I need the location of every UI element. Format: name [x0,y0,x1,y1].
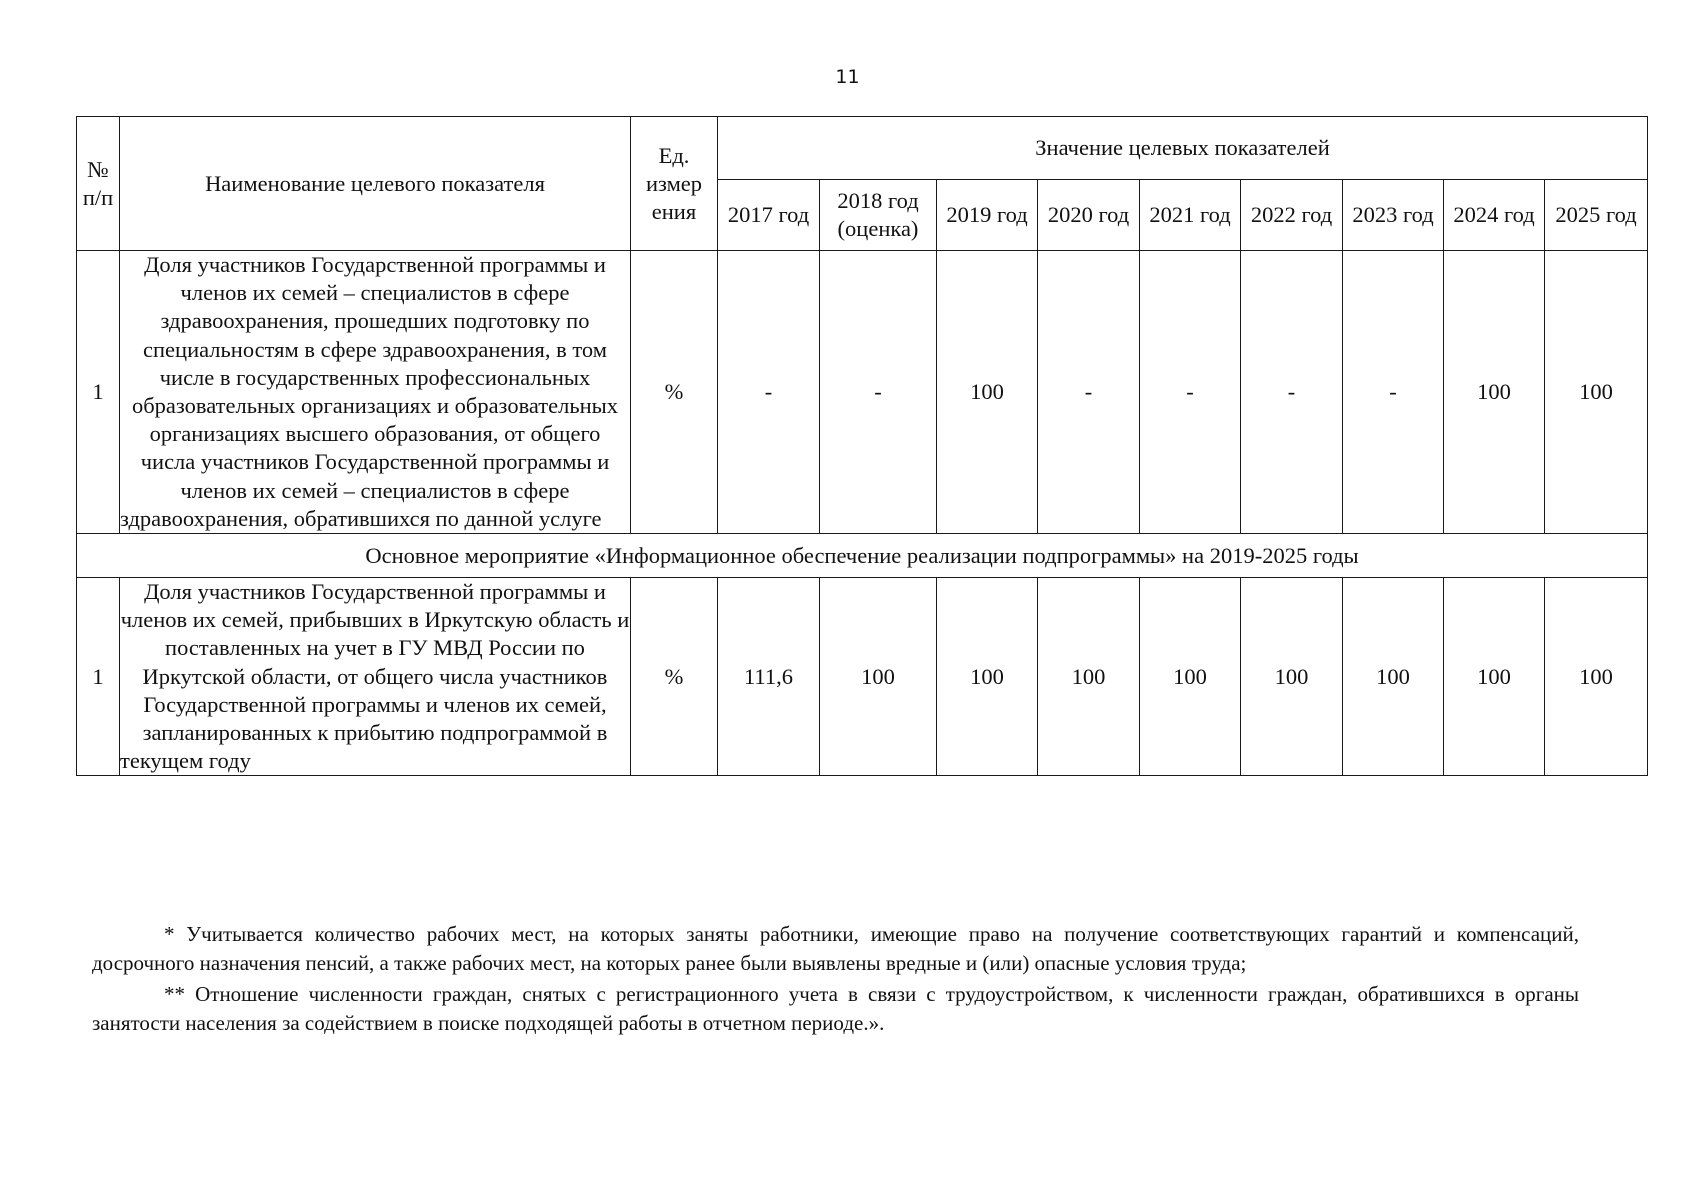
header-year: 2021 год [1140,180,1241,251]
header-year: 2019 год [937,180,1038,251]
value-cell: 100 [1140,578,1241,776]
value-cell: 100 [1343,578,1444,776]
footnote: ** Отношение численности граждан, снятых с регистрационного учета в связи с трудоустройством, к численности граждан, обратившихся в органы занятости населения за содействием в поиске подходящей работы в отчетном периоде.». [92,982,1579,1035]
footnotes [92,920,1579,1040]
row-unit: % [631,251,718,534]
header-name: Наименование целевого показателя [120,117,631,251]
row-unit: % [631,578,718,776]
value-cell: 100 [937,251,1038,534]
value-cell: 100 [1545,251,1648,534]
row-num: 1 [77,578,120,776]
value-cell: - [1241,251,1343,534]
section-title: Основное мероприятие «Информационное обеспечение реализации подпрограммы» на 2019-2025 годы [77,534,1648,578]
header-year: 2017 год [718,180,820,251]
section-row [77,534,1648,578]
header-values-group: Значение целевых показателей [718,117,1648,180]
header-year: 2018 год (оценка) [820,180,937,251]
page-number: 11 [835,66,860,88]
header-year: 2023 год [1343,180,1444,251]
indicator-name: Доля участников Государственной программы и членов их семей, прибывших в Иркутскую область и поставленных на учет в ГУ МВД России по Иркутской области, от общего числа участников Государственной программы и членов их семей, запланированных к прибытию подпрограммой в текущем году [120,578,631,776]
header-year: 2024 год [1444,180,1545,251]
indicator-name: Доля участников Государственной программы и членов их семей – специалистов в сфере здравоохранения, прошедших подготовку по специальностям в сфере здравоохранения, в том числе в государственных профессиональных образовательных организациях и образовательных организациях высшего образования, от общего числа участников Государственной программы и членов их семей – специалистов в сфере здравоохранения, обратившихся по данной услуге [120,251,631,534]
header-year: 2022 год [1241,180,1343,251]
header-year: 2025 год [1545,180,1648,251]
footnote: * Учитывается количество рабочих мест, на которых заняты работники, имеющие право на получение соответствующих гарантий и компенсаций, досрочного назначения пенсий, а также рабочих мест, на которых ранее были выявлены вредные и (или) опасные условия труда; [92,922,1579,975]
value-cell: 100 [1545,578,1648,776]
header-year: 2020 год [1038,180,1140,251]
header-num: № п/п [77,117,120,251]
value-cell: - [718,251,820,534]
value-cell: 100 [937,578,1038,776]
value-cell: 100 [1241,578,1343,776]
value-cell: 100 [1444,251,1545,534]
value-cell: - [1343,251,1444,534]
row-num: 1 [77,251,120,534]
table-row [77,251,1648,534]
header-unit: Ед. измер ения [631,117,718,251]
value-cell: - [820,251,937,534]
value-cell: - [1140,251,1241,534]
header-row-top [77,117,1648,180]
value-cell: - [1038,251,1140,534]
indicators-table [76,116,1648,776]
value-cell: 100 [1444,578,1545,776]
value-cell: 111,6 [718,578,820,776]
value-cell: 100 [1038,578,1140,776]
table-row [77,578,1648,776]
value-cell: 100 [820,578,937,776]
